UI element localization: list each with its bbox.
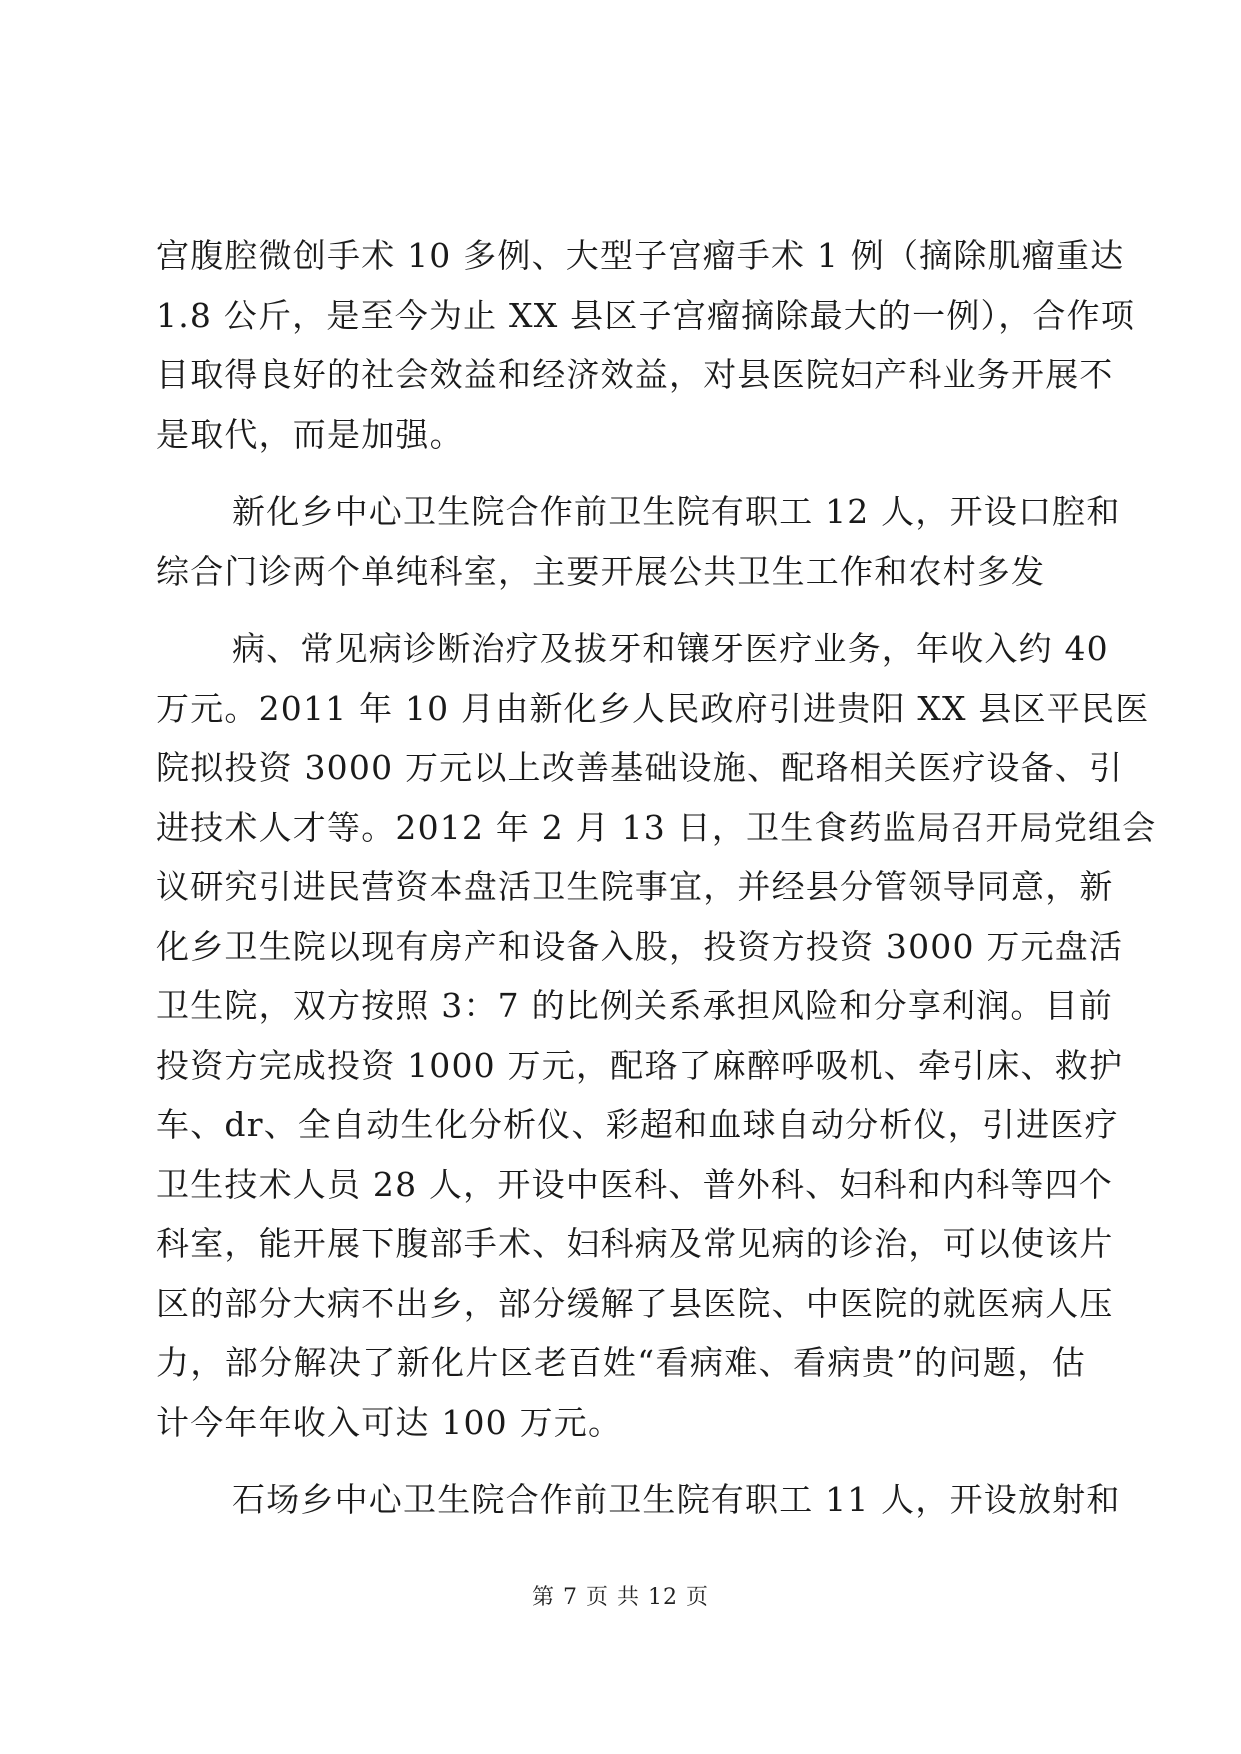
- text-line: 化乡卫生院以现有房产和设备入股，投资方投资 3000 万元盘活: [156, 926, 1124, 966]
- body-text: [156, 226, 1157, 1530]
- paragraph-2: [156, 482, 1121, 601]
- text-line: 综合门诊两个单纯科室，主要开展公共卫生工作和农村多发: [156, 551, 1046, 591]
- paragraph-4: [156, 1470, 1121, 1530]
- text-line: 是取代，而是加强。: [156, 414, 464, 454]
- text-line: 卫生技术人员 28 人，开设中医科、普外科、妇科和内科等四个: [156, 1164, 1113, 1204]
- text-line: 目取得良好的社会效益和经济效益，对县医院妇产科业务开展不: [156, 355, 1114, 394]
- text-line: 石场乡中心卫生院合作前卫生院有职工 11 人，开设放射和: [232, 1480, 1121, 1519]
- text-line: 进技术人才等。2012 年 2 月 13 日，卫生食药监局召开局党组会: [156, 807, 1157, 847]
- page-footer: [0, 1580, 1241, 1611]
- text-line: 投资方完成投资 1000 万元，配珞了麻醉呼吸机、牵引床、救护: [156, 1045, 1124, 1085]
- text-line: 区的部分大病不出乡，部分缓解了县医院、中医院的就医病人压: [156, 1283, 1114, 1323]
- paragraph-3: [156, 619, 1157, 1452]
- page-number-label: 第 7 页 共 12 页: [532, 1585, 709, 1610]
- text-line: 院拟投资 3000 万元以上改善基础设施、配珞相关医疗设备、引: [156, 748, 1124, 787]
- text-line: 新化乡中心卫生院合作前卫生院有职工 12 人，开设口腔和: [232, 492, 1121, 531]
- text-line: 车、dr、全自动生化分析仪、彩超和血球自动分析仪，引进医疗: [156, 1105, 1119, 1144]
- text-line: 宫腹腔微创手术 10 多例、大型子宫瘤手术 1 例（摘除肌瘤重达: [156, 236, 1125, 275]
- text-line: 1.8 公斤，是至今为止 XX 县区子宫瘤摘除最大的一例），合作项: [156, 295, 1136, 335]
- text-line: 病、常见病诊断治疗及拔牙和镶牙医疗业务，年收入约 40: [232, 629, 1109, 668]
- text-line: 万元。2011 年 10 月由新化乡人民政府引进贵阳 XX 县区平民医: [156, 688, 1150, 728]
- paragraph-1: [156, 226, 1136, 464]
- text-line: 计今年年收入可达 100 万元。: [156, 1402, 623, 1442]
- text-line: 科室，能开展下腹部手术、妇科病及常见病的诊治，可以使该片: [156, 1224, 1114, 1263]
- text-line: 议研究引进民营资本盘活卫生院事宜，并经县分管领导同意，新: [156, 867, 1114, 906]
- text-line: 力，部分解决了新化片区老百姓“看病难、看病贵”的问题，估: [156, 1343, 1086, 1382]
- text-line: 卫生院，双方按照 3：7 的比例关系承担风险和分享利润。目前: [156, 986, 1113, 1025]
